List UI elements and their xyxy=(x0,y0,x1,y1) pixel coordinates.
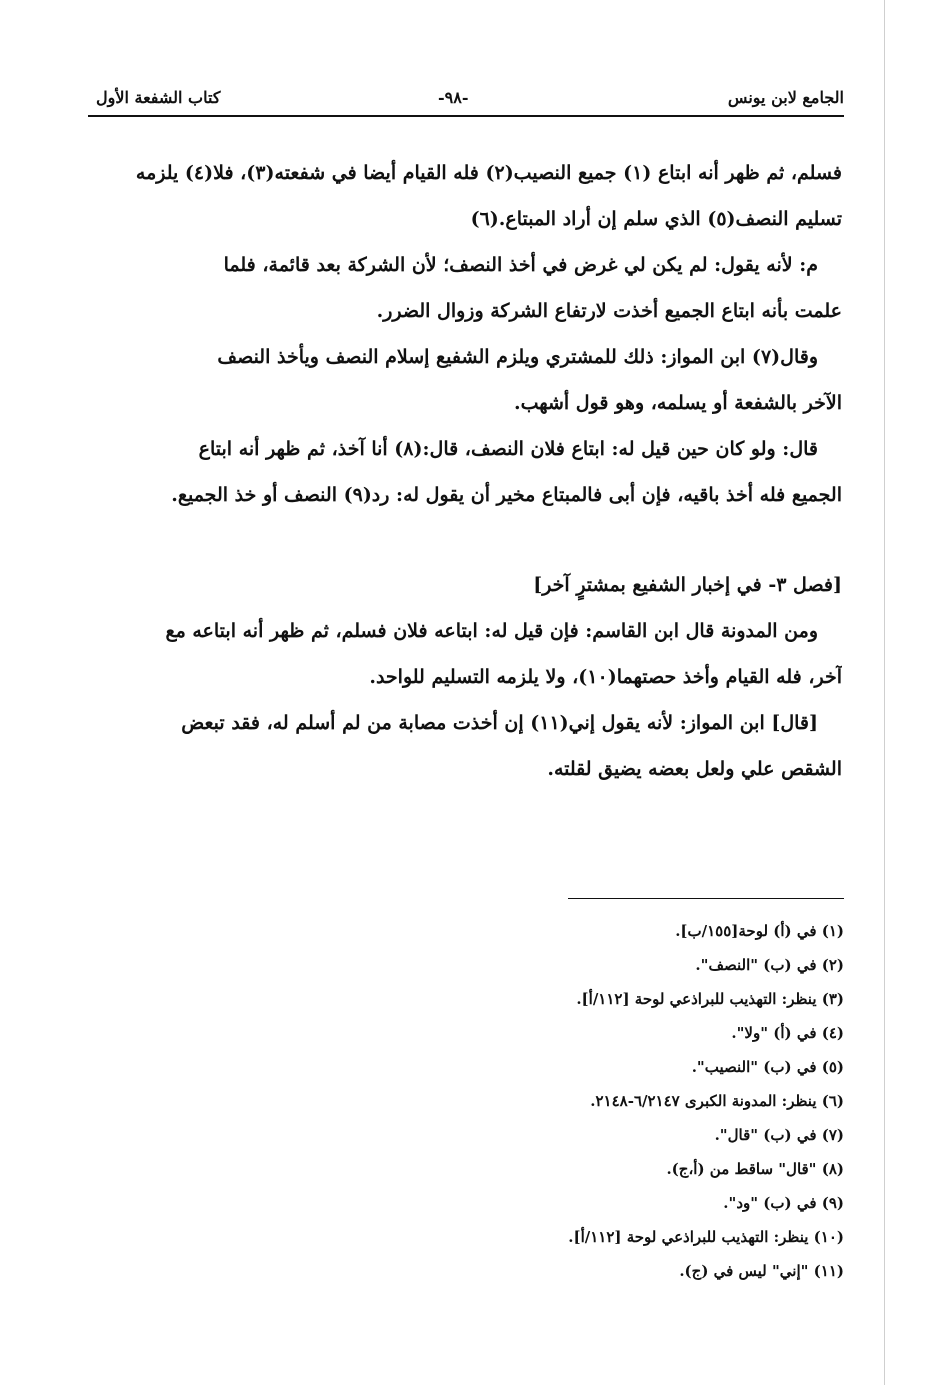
footnote: (٥) في (ب) "النصيب". xyxy=(691,1058,844,1076)
text-line: علمت بأنه ابتاع الجميع أخذت لارتفاع الشركة وزوال الضرر. xyxy=(376,300,842,322)
section-heading: [فصل ٣- في إخبار الشفيع بمشترٍ آخر] xyxy=(533,574,842,596)
footnote: (١١) "إني" ليس في (ج). xyxy=(679,1262,844,1280)
page-header xyxy=(88,82,844,120)
text-line: الشقص علي ولعل بعضه يضيق لقلته. xyxy=(547,758,842,780)
text-line: آخر، فله القيام وأخذ حصتهما(١٠)، ولا يلزمه التسليم للواحد. xyxy=(369,666,842,688)
header-rule xyxy=(88,115,844,117)
text-line: فسلم، ثم ظهر أنه ابتاع (١) جميع النصيب(٢) فله القيام أيضا في شفعته(٣)، فلا(٤) يلزمه xyxy=(135,162,842,184)
chapter-title: كتاب الشفعة الأول xyxy=(96,88,221,107)
footnote: (٩) في (ب) "ود". xyxy=(723,1194,844,1212)
footnote: (١) في (أ) لوحة[١٥٥/ب]. xyxy=(675,922,844,940)
main-text xyxy=(84,150,842,792)
text-line: قال: ولو كان حين قيل له: ابتاع فلان النصف، قال:(٨) أنا آخذ، ثم ظهر أنه ابتاع xyxy=(198,438,818,460)
text-line: الآخر بالشفعة أو يسلمه، وهو قول أشهب. xyxy=(513,392,842,414)
footnote: (٨) "قال" ساقط من (أ،ج). xyxy=(666,1160,844,1178)
footnote: (١٠) ينظر: التهذيب للبراذعي لوحة [١١٢/أ]. xyxy=(568,1228,844,1246)
text-line: وقال(٧) ابن المواز: ذلك للمشتري ويلزم الشفيع إسلام النصف ويأخذ النصف xyxy=(217,346,818,368)
text-line: [قال] ابن المواز: لأنه يقول إني(١١) إن أخذت مصابة من لم أسلم له، فقد تبعض xyxy=(181,712,818,734)
footnote-separator xyxy=(568,898,844,899)
section-spacer xyxy=(84,518,842,562)
footnote: (٤) في (أ) "ولا". xyxy=(731,1024,844,1042)
page-edge-line xyxy=(884,0,885,1385)
footnotes xyxy=(84,914,844,1288)
footnote: (٢) في (ب) "النصف". xyxy=(695,956,844,974)
page-number: -٩٨- xyxy=(438,88,469,107)
footnote: (٧) في (ب) "قال". xyxy=(714,1126,844,1144)
text-line: م: لأنه يقول: لم يكن لي غرض في أخذ النصف؛ لأن الشركة بعد قائمة، فلما xyxy=(223,254,818,276)
text-line: ومن المدونة قال ابن القاسم: فإن قيل له: ابتاعه فلان فسلم، ثم ظهر أنه ابتاعه مع xyxy=(165,620,818,642)
footnote: (٣) ينظر: التهذيب للبراذعي لوحة [١١٢/أ]. xyxy=(576,990,844,1008)
book-title: الجامع لابن يونس xyxy=(727,88,844,107)
text-line: تسليم النصف(٥) الذي سلم إن أراد المبتاع.(٦) xyxy=(470,208,842,230)
footnote: (٦) ينظر: المدونة الكبرى ٦/٢١٤٧-٢١٤٨. xyxy=(590,1092,844,1110)
text-line: الجميع فله أخذ باقيه، فإن أبى فالمبتاع مخير أن يقول له: رد(٩) النصف أو خذ الجميع. xyxy=(171,484,842,506)
